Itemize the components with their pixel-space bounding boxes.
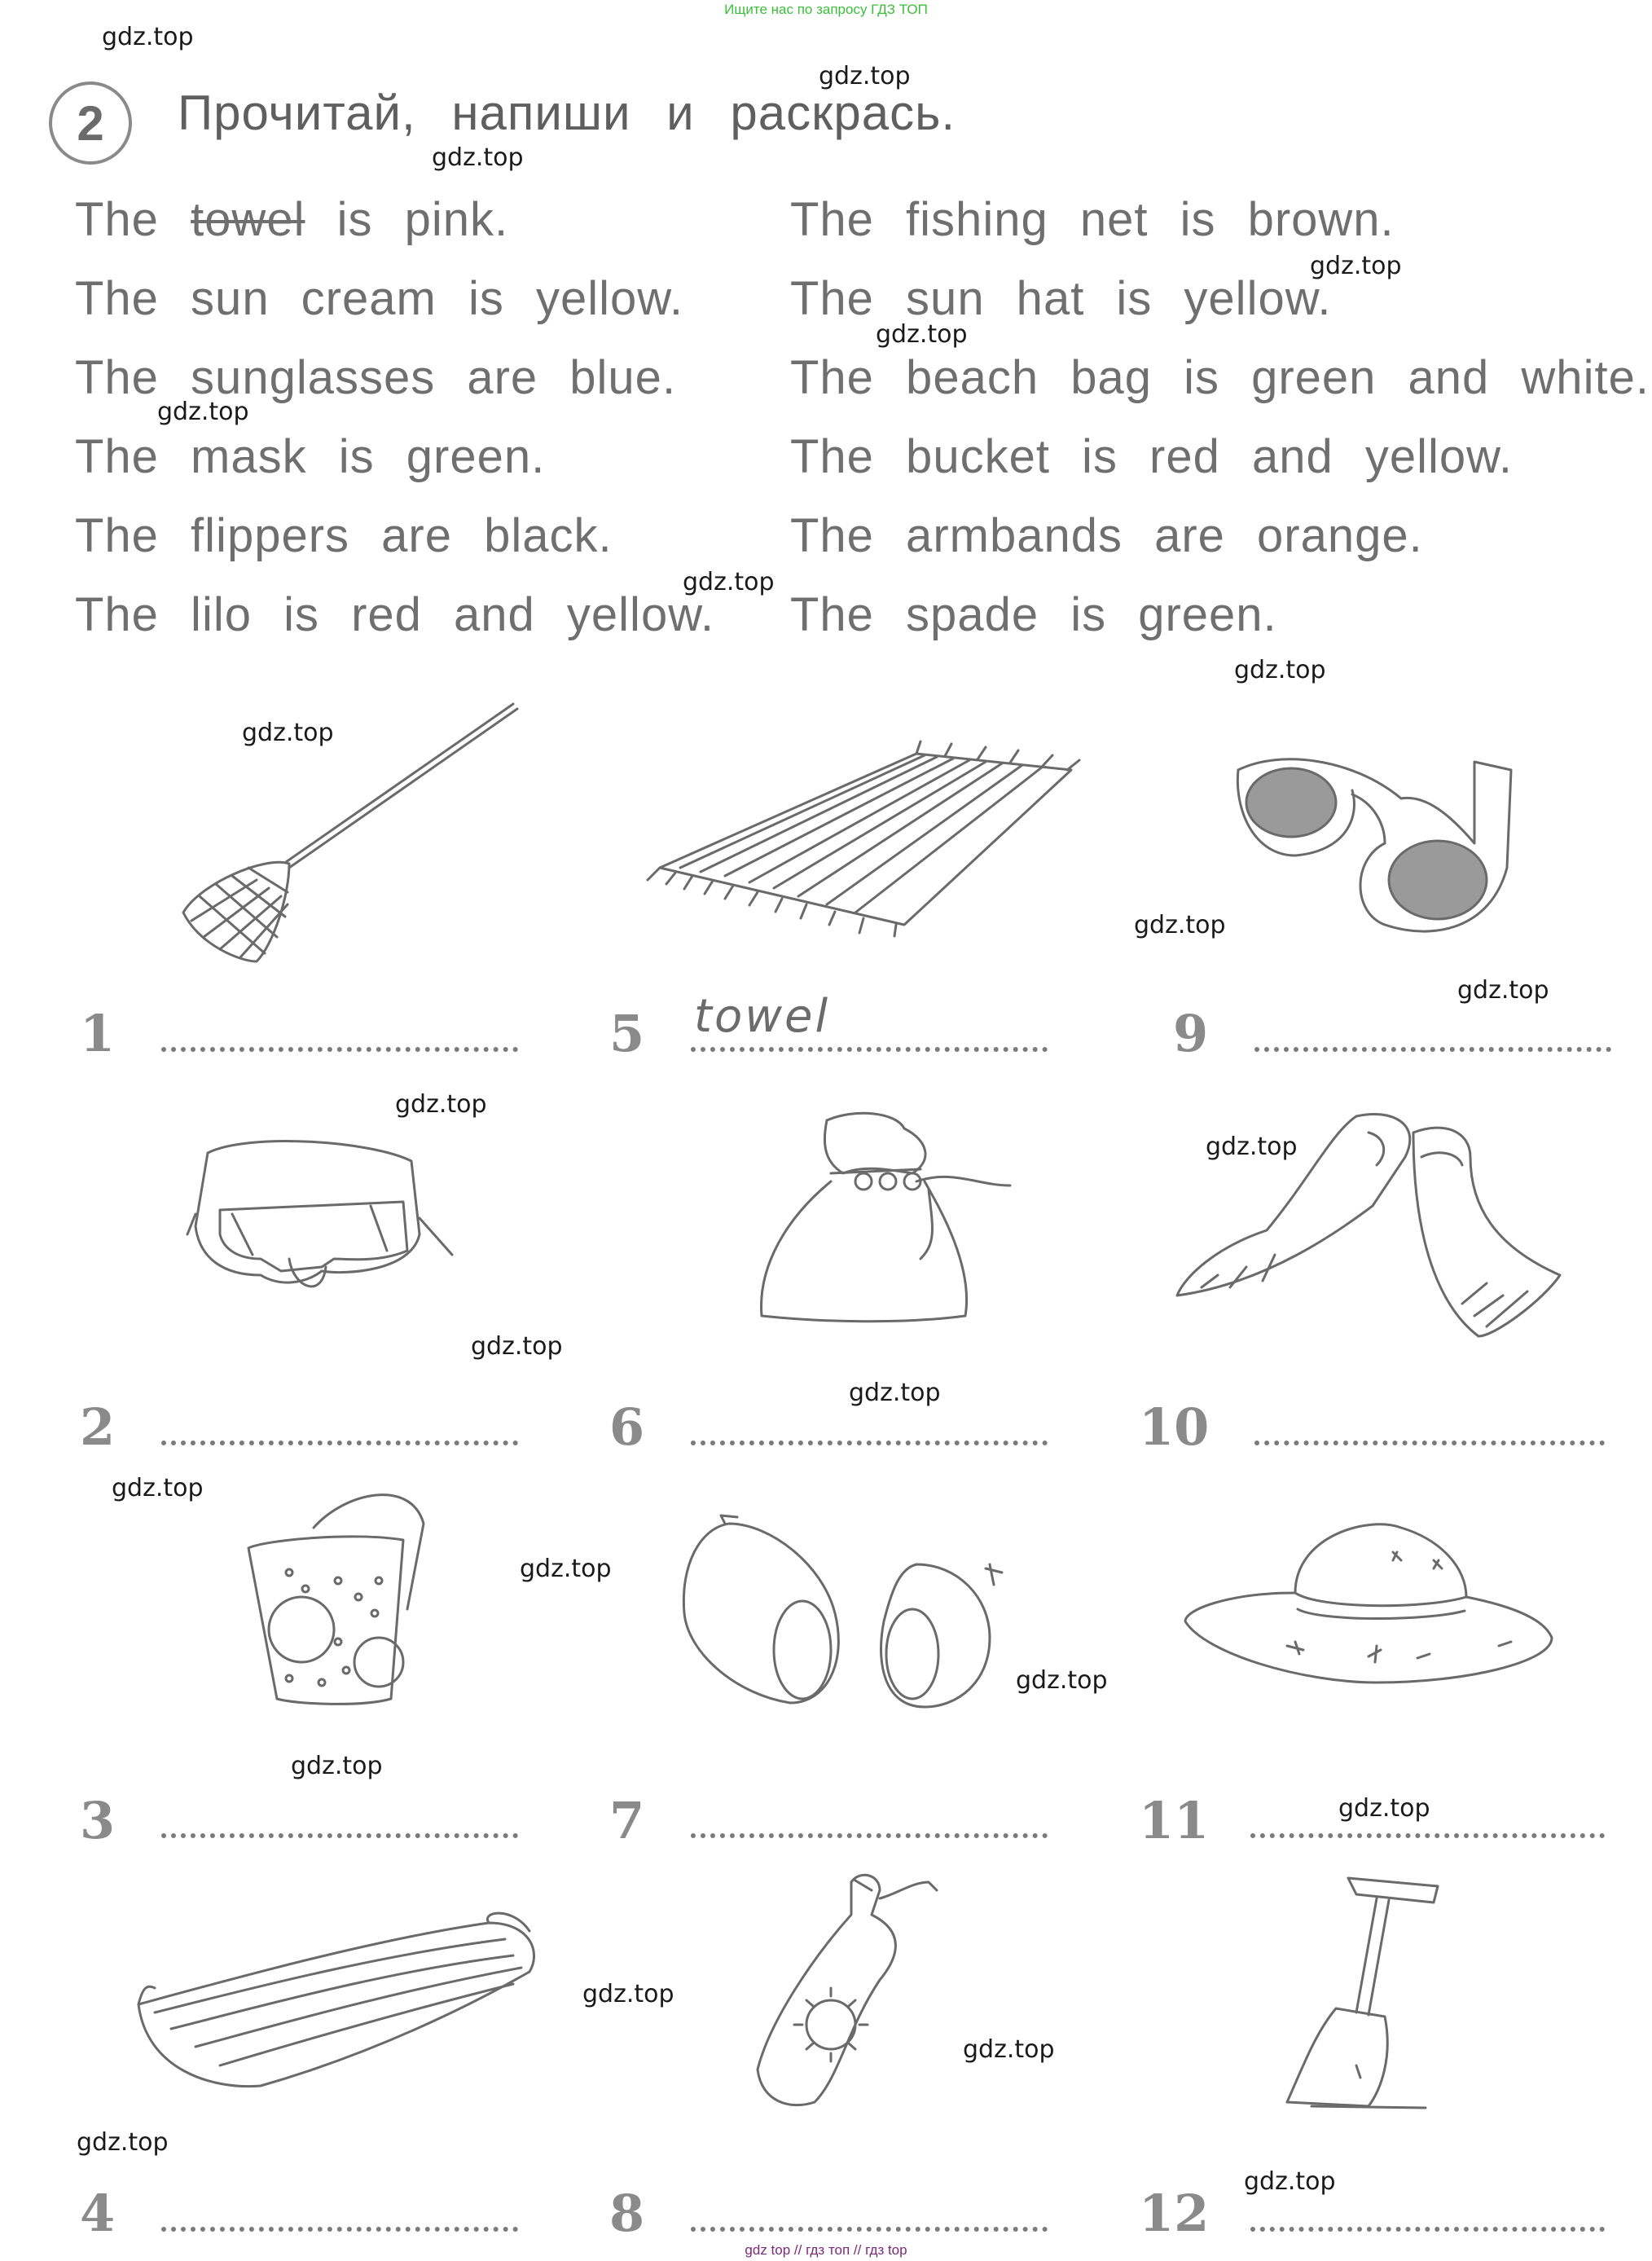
answer-line-6[interactable] — [691, 1441, 1048, 1445]
watermark: gdz.top — [876, 320, 968, 349]
sentence-right-3: The beach bag is green and white. — [790, 351, 1650, 404]
watermark: gdz.top — [1016, 1666, 1108, 1695]
footer-links[interactable]: gdz top // гдз топ // гдз top — [745, 2242, 907, 2258]
item-number: 5 — [609, 1004, 645, 1063]
watermark: gdz.top — [849, 1379, 941, 1407]
item-number: 12 — [1139, 2184, 1210, 2243]
watermark: gdz.top — [1206, 1133, 1298, 1161]
answer-line-5[interactable] — [691, 1047, 1048, 1052]
lilo-icon — [130, 1907, 546, 2094]
sun-cream-icon — [749, 1866, 978, 2110]
item-number: 10 — [1139, 1397, 1210, 1457]
crossed-word: towel — [191, 193, 305, 246]
watermark: gdz.top — [1234, 656, 1326, 684]
item-number: 4 — [80, 2184, 116, 2243]
search-banner[interactable]: Ищите нас по запросу ГДЗ ТОП — [724, 2, 928, 17]
sentence-left-1: The towel is pink. — [75, 193, 509, 246]
watermark: gdz.top — [112, 1474, 204, 1502]
watermark: gdz.top — [520, 1555, 612, 1583]
item-number: 8 — [609, 2184, 645, 2243]
beach-bag-icon — [741, 1104, 1018, 1328]
item-number: 11 — [1139, 1791, 1210, 1850]
watermark: gdz.top — [242, 719, 334, 747]
watermark: gdz.top — [291, 1752, 383, 1780]
sun-hat-icon — [1181, 1520, 1556, 1691]
item-number: 6 — [609, 1397, 645, 1457]
fishing-net-icon — [167, 701, 534, 970]
answer-line-9[interactable] — [1254, 1047, 1611, 1052]
task-number: 2 — [49, 81, 132, 165]
watermark: gdz.top — [157, 398, 249, 426]
task-title: Прочитай, напиши и раскрась. — [178, 86, 956, 140]
handwritten-answer: towel — [694, 990, 831, 1043]
watermark: gdz.top — [963, 2035, 1055, 2064]
item-number: 1 — [80, 1004, 116, 1063]
answer-line-1[interactable] — [161, 1047, 518, 1052]
sentence-left-2: The sun cream is yellow. — [75, 272, 684, 325]
flippers-icon — [1169, 1108, 1568, 1340]
watermark: gdz.top — [102, 23, 194, 51]
sentence-left-6: The lilo is red and yellow. — [75, 588, 714, 641]
answer-line-2[interactable] — [161, 1441, 518, 1445]
answer-line-7[interactable] — [691, 1833, 1048, 1838]
answer-line-4[interactable] — [161, 2227, 518, 2232]
watermark: gdz.top — [1457, 976, 1549, 1005]
sentence-left-5: The flippers are black. — [75, 509, 613, 562]
diving-mask-icon — [183, 1137, 460, 1328]
sentence-right-1: The fishing net is brown. — [790, 193, 1395, 246]
watermark: gdz.top — [77, 2128, 169, 2157]
item-number: 2 — [80, 1397, 116, 1457]
watermark: gdz.top — [683, 568, 775, 596]
watermark: gdz.top — [582, 1980, 674, 2008]
watermark: gdz.top — [1134, 911, 1226, 939]
item-number: 9 — [1173, 1004, 1209, 1063]
bucket-icon — [240, 1491, 440, 1707]
watermark: gdz.top — [395, 1090, 487, 1119]
sentence-right-2: The sun hat is yellow. — [790, 272, 1332, 325]
spade-icon — [1279, 1870, 1450, 2114]
sentence-right-6: The spade is green. — [790, 588, 1277, 641]
watermark: gdz.top — [1310, 252, 1402, 280]
watermark: gdz.top — [471, 1332, 563, 1361]
sentence-left-4: The mask is green. — [75, 430, 546, 483]
watermark: gdz.top — [819, 62, 911, 90]
sentence-left-3: The sunglasses are blue. — [75, 351, 677, 404]
towel-icon — [635, 737, 1092, 937]
answer-line-8[interactable] — [691, 2227, 1048, 2232]
answer-line-10[interactable] — [1254, 1441, 1605, 1445]
item-number: 7 — [609, 1791, 645, 1850]
sunglasses-icon — [1230, 746, 1515, 941]
sentence-right-4: The bucket is red and yellow. — [790, 430, 1513, 483]
watermark: gdz.top — [432, 143, 524, 172]
item-number: 3 — [80, 1791, 116, 1850]
watermark: gdz.top — [1338, 1794, 1430, 1823]
answer-line-3[interactable] — [161, 1833, 518, 1838]
armbands-icon — [680, 1515, 1006, 1711]
answer-line-11[interactable] — [1250, 1833, 1605, 1838]
answer-line-12[interactable] — [1250, 2227, 1605, 2232]
watermark: gdz.top — [1244, 2167, 1336, 2196]
sentence-right-5: The armbands are orange. — [790, 509, 1423, 562]
